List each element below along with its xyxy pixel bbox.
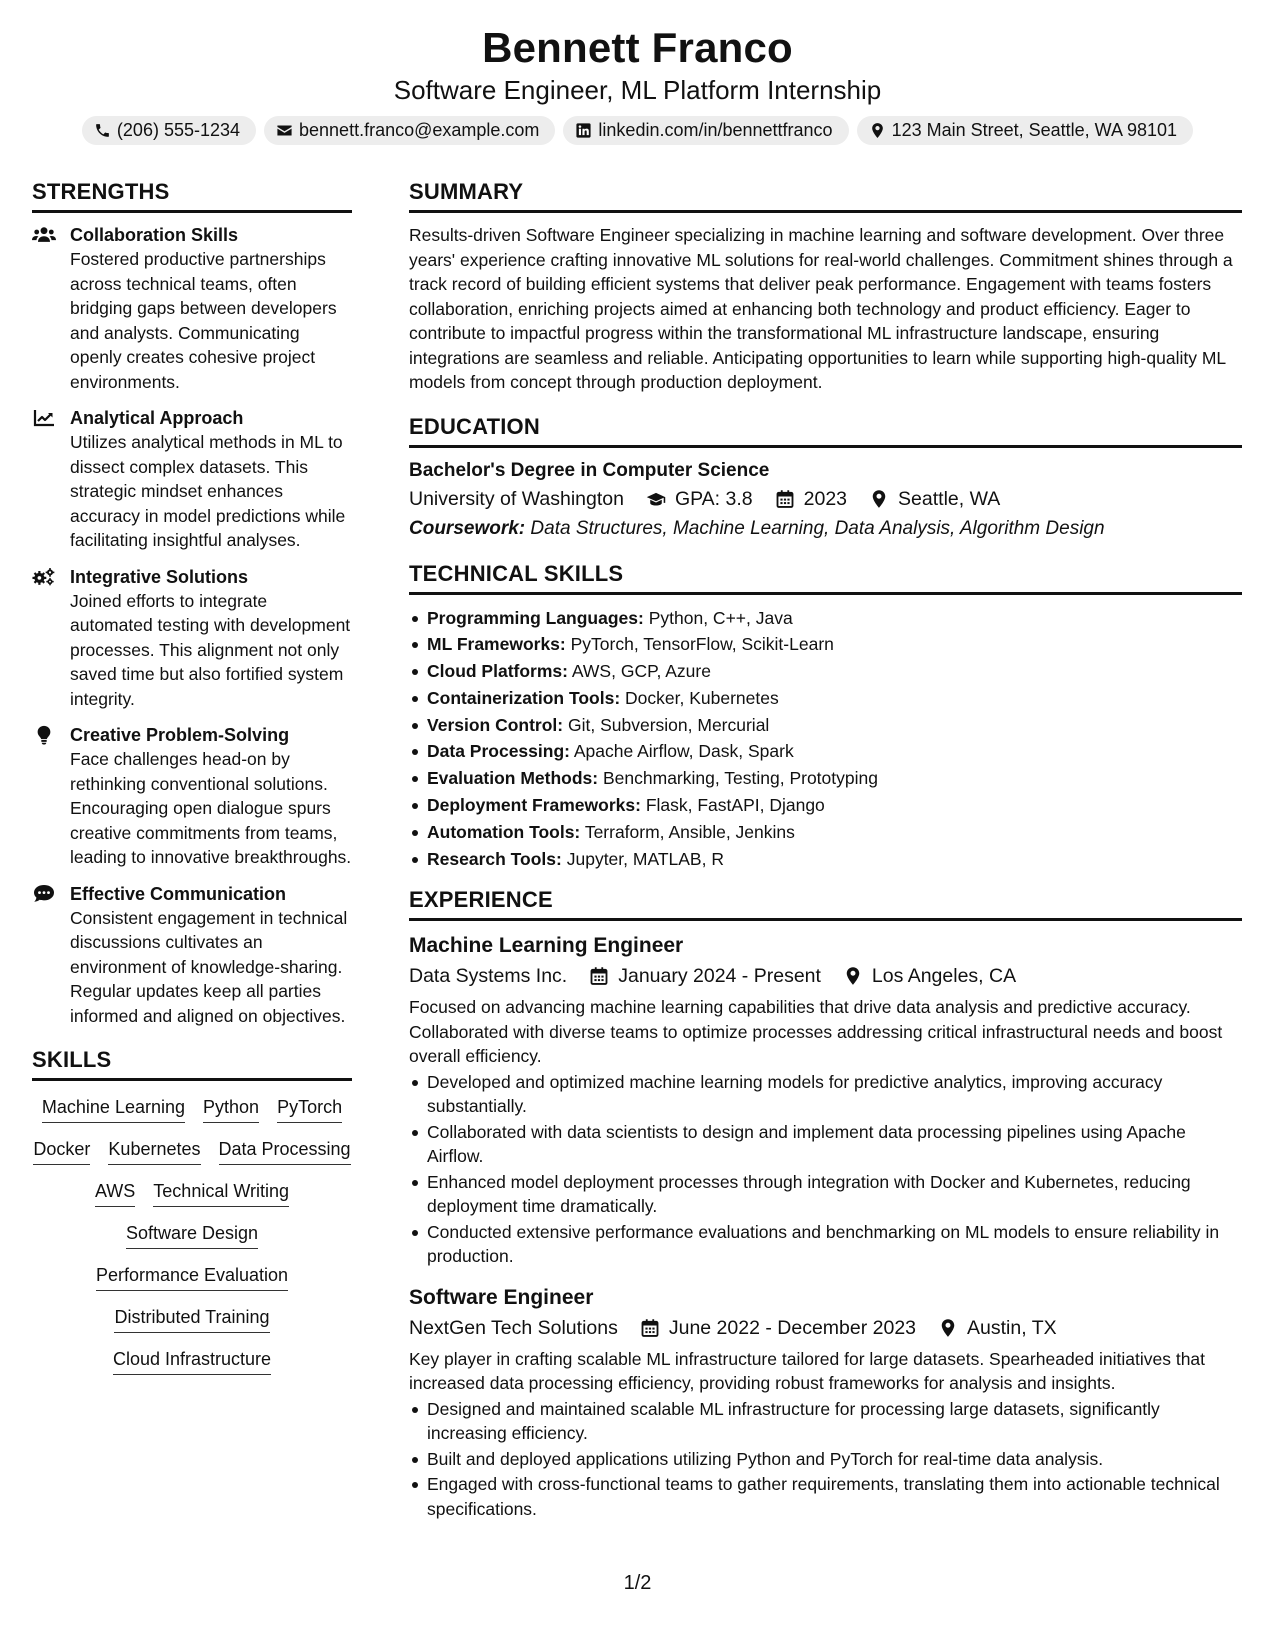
- gears-icon: [32, 567, 56, 587]
- page-number: 1/2: [623, 1572, 652, 1594]
- tech-skill-label: Research Tools:: [427, 848, 562, 869]
- contact-address-text: 123 Main Street, Seattle, WA 98101: [891, 120, 1178, 140]
- technical-skills-heading: TECHNICAL SKILLS: [409, 560, 1242, 595]
- list-item: [409, 792, 1242, 819]
- lightbulb-icon: [32, 725, 56, 745]
- job-company: NextGen Tech Solutions: [409, 1316, 618, 1339]
- tech-skill-value: Python, C++, Java: [648, 607, 793, 628]
- job-description: Focused on advancing machine learning capabilities that drive data analysis and predictive accuracy. Collaborated with diverse teams to optimize processes addressing critical infrastructural needs and boost overall efficiency.: [409, 997, 1223, 1067]
- map-pin-icon: [843, 966, 863, 986]
- tech-skill-label: Containerization Tools:: [427, 687, 621, 708]
- education-school: University of Washington: [409, 487, 624, 510]
- strength-item: [32, 223, 352, 394]
- coursework-label: Coursework:: [409, 517, 526, 539]
- tech-skill-label: Programming Languages:: [427, 607, 644, 628]
- contact-phone[interactable]: [82, 116, 256, 145]
- tech-skill-label: Evaluation Methods:: [427, 768, 599, 789]
- strength-desc: Fostered productive partnerships across technical teams, often bridging gaps between developers and analysts. Communicating openly creates cohesive project environments.: [70, 249, 337, 392]
- list-item: Engaged with cross-functional teams to gather requirements, translating them into actionable technical specifications.: [409, 1472, 1242, 1521]
- tech-skill-label: Data Processing:: [427, 741, 570, 762]
- envelope-icon: [276, 122, 293, 139]
- strength-item: [32, 882, 352, 1029]
- skill-tag: Kubernetes: [108, 1137, 200, 1165]
- chart-line-icon: [32, 408, 56, 428]
- list-item: [409, 765, 1242, 792]
- strength-item: [32, 723, 352, 870]
- experience-heading: EXPERIENCE: [409, 886, 1242, 921]
- list-item: Designed and maintained scalable ML infrastructure for processing large datasets, significantly increasing efficiency.: [409, 1397, 1242, 1446]
- summary-text: Results-driven Software Engineer specializing in machine learning and software development. Over three years' experience crafting innovative ML solutions for real-world challenges. Commitment shines through a track record of building efficient systems that deliver peak performance. Engagement with teams fosters collaboration, enriching projects aimed at enhancing both technology and product efficiency. Eager to contribute to impactful progress within the transformational ML infrastructure landscape, ensuring integrations are seamless and reliable. Anticipating opportunities to learn while supporting high-quality ML models from concept through production deployment.: [409, 225, 1233, 392]
- skill-tag: AWS: [95, 1179, 135, 1207]
- calendar-icon: [640, 1318, 660, 1338]
- map-pin-icon: [869, 489, 889, 509]
- strength-title: Effective Communication: [70, 883, 287, 904]
- candidate-name: Bennett Franco: [482, 24, 793, 71]
- contact-linkedin[interactable]: [563, 116, 848, 145]
- strength-desc: Joined efforts to integrate automated testing with development processes. This alignment not only saved time but also fortified system integrity.: [70, 590, 351, 709]
- tech-skill-value: Apache Airflow, Dask, Spark: [573, 741, 794, 762]
- job-location: Los Angeles, CA: [871, 965, 1017, 988]
- phone-icon: [94, 122, 111, 139]
- tech-skill-value: Docker, Kubernetes: [625, 687, 779, 708]
- strength-item: [32, 565, 352, 712]
- tech-skill-value: Terraform, Ansible, Jenkins: [584, 821, 795, 842]
- skill-tag: Machine Learning: [42, 1095, 185, 1123]
- tech-skill-value: Git, Subversion, Mercurial: [568, 714, 770, 735]
- strength-desc: Face challenges head-on by rethinking conventional solutions. Encouraging open dialogue spurs creative commitments from teams, leading to innovative breakthroughs.: [70, 749, 352, 867]
- education-location: Seattle, WA: [898, 487, 1001, 510]
- contact-email-text: bennett.franco@example.com: [299, 120, 540, 140]
- tech-skill-label: Cloud Platforms:: [427, 661, 568, 682]
- skill-tag: Docker: [33, 1137, 90, 1165]
- tech-skill-label: Version Control:: [427, 714, 564, 735]
- contact-address[interactable]: [857, 116, 1194, 145]
- list-item: Collaborated with data scientists to design and implement data processing pipelines using Apache Airflow.: [409, 1120, 1242, 1169]
- map-pin-icon: [938, 1318, 958, 1338]
- technical-skills-list: [409, 605, 1242, 873]
- linkedin-icon: [575, 122, 592, 139]
- job-bullets: [409, 1070, 1242, 1269]
- strength-desc: Utilizes analytical methods in ML to dissect complex datasets. This strategic mindset enhances accuracy in model predictions while facilitating insightful analyses.: [70, 432, 346, 550]
- skill-tag: Performance Evaluation: [96, 1263, 288, 1291]
- job-title: Software Engineer: [409, 1285, 594, 1309]
- job-title: Machine Learning Engineer: [409, 934, 684, 958]
- users-icon: [32, 225, 56, 245]
- coursework-list: Data Structures, Machine Learning, Data Analysis, Algorithm Design: [530, 517, 1105, 539]
- skill-tag: Data Processing: [219, 1137, 351, 1165]
- job-bullets: [409, 1397, 1242, 1522]
- contact-bar: [0, 116, 1275, 145]
- education-degree: Bachelor's Degree in Computer Science: [409, 459, 770, 481]
- job-location: Austin, TX: [967, 1316, 1057, 1339]
- contact-email[interactable]: [264, 116, 555, 145]
- left-column: [32, 178, 352, 1375]
- list-item: [409, 658, 1242, 685]
- tech-skill-label: Deployment Frameworks:: [427, 795, 641, 816]
- education-gpa: GPA: 3.8: [674, 487, 753, 510]
- strength-item: [32, 406, 352, 553]
- resume-header: [0, 22, 1275, 145]
- skill-tag: Cloud Infrastructure: [113, 1347, 271, 1375]
- job-meta: [409, 961, 1242, 991]
- calendar-icon: [589, 966, 609, 986]
- comments-icon: [32, 884, 56, 904]
- tech-skill-value: Flask, FastAPI, Django: [645, 795, 825, 816]
- list-item: [409, 738, 1242, 765]
- job-company: Data Systems Inc.: [409, 965, 568, 988]
- strength-title: Analytical Approach: [70, 408, 244, 428]
- skill-tag: PyTorch: [277, 1095, 342, 1123]
- strength-title: Integrative Solutions: [70, 566, 249, 587]
- skills-tag-list: [32, 1095, 352, 1375]
- education-year: 2023: [803, 487, 848, 510]
- contact-linkedin-text: linkedin.com/in/bennettfranco: [598, 120, 833, 140]
- skill-tag: Python: [203, 1095, 259, 1123]
- education-coursework: [409, 514, 1242, 544]
- list-item: Conducted extensive performance evaluations and benchmarking on ML models to ensure reliability in production.: [409, 1220, 1242, 1269]
- skill-tag: Technical Writing: [153, 1179, 289, 1207]
- right-column: [409, 178, 1242, 1535]
- tech-skill-value: Jupyter, MATLAB, R: [566, 848, 724, 869]
- strength-desc: Consistent engagement in technical discussions cultivates an environment of knowledge-sharing. Regular updates keep all parties informed and aligned on objectives.: [70, 907, 348, 1026]
- education-meta: [409, 484, 1242, 514]
- strength-title: Collaboration Skills: [70, 225, 239, 245]
- list-item: [409, 631, 1242, 658]
- skill-tag: Software Design: [126, 1221, 258, 1249]
- list-item: [409, 846, 1242, 873]
- job-dates: June 2022 - December 2023: [668, 1316, 917, 1339]
- graduation-cap-icon: [646, 489, 666, 509]
- experience-entry: [409, 1283, 1242, 1522]
- job-meta: [409, 1313, 1242, 1343]
- tech-skill-label: Automation Tools:: [427, 821, 581, 842]
- calendar-icon: [775, 489, 795, 509]
- list-item: [409, 685, 1242, 712]
- list-item: [409, 712, 1242, 739]
- experience-entry: [409, 931, 1242, 1269]
- list-item: Built and deployed applications utilizing Python and PyTorch for real-time data analysis.: [409, 1447, 1242, 1472]
- summary-heading: SUMMARY: [409, 178, 1242, 213]
- list-item: [409, 819, 1242, 846]
- tech-skill-label: ML Frameworks:: [427, 634, 566, 655]
- contact-phone-text: (206) 555-1234: [116, 120, 241, 140]
- education-heading: EDUCATION: [409, 413, 1242, 448]
- candidate-title: Software Engineer, ML Platform Internship: [393, 75, 882, 105]
- strengths-heading: STRENGTHS: [32, 178, 352, 213]
- tech-skill-value: PyTorch, TensorFlow, Scikit-Learn: [570, 634, 834, 655]
- list-item: Enhanced model deployment processes through integration with Docker and Kubernetes, reducing deployment time dramatically.: [409, 1170, 1242, 1219]
- tech-skill-value: Benchmarking, Testing, Prototyping: [603, 768, 878, 789]
- skill-tag: Distributed Training: [114, 1305, 269, 1333]
- skills-heading: SKILLS: [32, 1046, 352, 1081]
- map-pin-icon: [869, 122, 886, 139]
- list-item: [409, 605, 1242, 632]
- list-item: Developed and optimized machine learning models for predictive analytics, improving accuracy substantially.: [409, 1070, 1242, 1119]
- tech-skill-value: AWS, GCP, Azure: [571, 661, 711, 682]
- strength-title: Creative Problem-Solving: [70, 725, 290, 745]
- job-description: Key player in crafting scalable ML infrastructure tailored for large datasets. Spearheaded initiatives that increased data processing efficiency, providing robust frameworks for analysis and insights.: [409, 1348, 1206, 1394]
- job-dates: January 2024 - Present: [618, 965, 821, 988]
